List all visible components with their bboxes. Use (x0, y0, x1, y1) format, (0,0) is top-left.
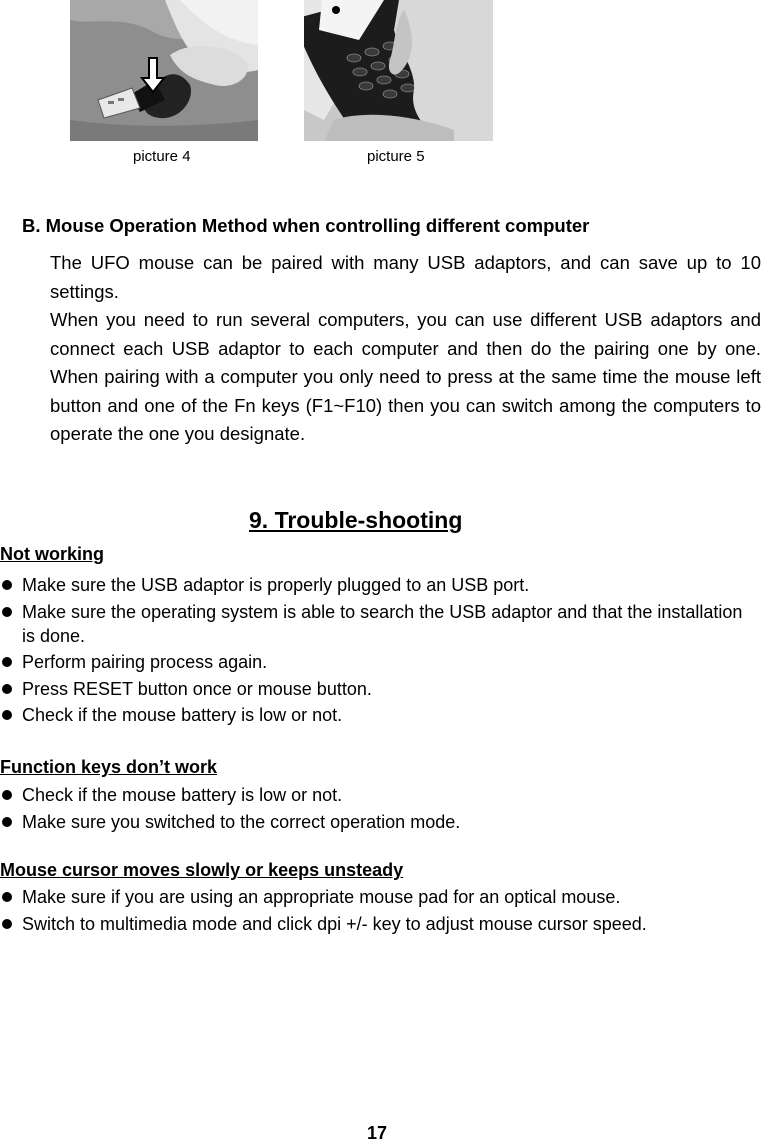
list-item (0, 703, 760, 727)
bullet-icon (2, 892, 12, 902)
section-b-paragraph-1: The UFO mouse can be paired with many USB adaptors, and can save up to 10 settings. (50, 252, 761, 302)
list-item (0, 810, 760, 834)
function-keys-heading: Function keys don’t work (0, 757, 218, 777)
list-item-text: Make sure if you are using an appropriate mouse pad for an optical mouse. (22, 887, 621, 907)
list-item-text: Check if the mouse battery is low or not. (22, 705, 343, 725)
cursor-heading: Mouse cursor moves slowly or keeps unsteady (0, 860, 404, 880)
picture-4-caption: picture 4 (133, 148, 191, 165)
list-item-text: Check if the mouse battery is low or not. (22, 785, 343, 805)
list-item (0, 912, 760, 936)
picture-4-photo (70, 0, 258, 141)
mouse-keypad-in-hand-icon (304, 0, 493, 141)
function-keys-list (0, 783, 760, 836)
bullet-icon (2, 684, 12, 694)
bullet-icon (2, 919, 12, 929)
section-b-paragraph-2: When you need to run several computers, you can use different USB adaptors and connect each USB adaptor to each computer and then do the pairing one by one. When pairing with a computer you only need to press at the same time the mouse left button and one of the Fn keys (F1~F10) then you can switch among the computers to operate the one you designate. (50, 309, 761, 444)
bullet-icon (2, 607, 12, 617)
not-working-heading: Not working (0, 544, 104, 564)
list-item (0, 677, 760, 701)
bullet-icon (2, 790, 12, 800)
list-item-text: Make sure the USB adaptor is properly plugged to an USB port. (22, 575, 530, 595)
list-item (0, 650, 760, 674)
usb-adaptor-in-hand-icon (70, 0, 258, 141)
troubleshooting-title: 9. Trouble-shooting (249, 507, 463, 533)
list-item-text: Switch to multimedia mode and click dpi +/- key to adjust mouse cursor speed. (22, 913, 647, 934)
picture-5-photo (304, 0, 493, 141)
bullet-icon (2, 657, 12, 667)
page-number: 17 (367, 1123, 388, 1143)
list-item-text: Press RESET button once or mouse button. (22, 678, 372, 699)
list-item (0, 783, 760, 807)
list-item (0, 885, 760, 909)
list-item-text: Make sure you switched to the correct operation mode. (22, 811, 461, 832)
list-item-text: Make sure the operating system is able to search the USB adaptor and that the installation is done. (22, 601, 743, 646)
cursor-list (0, 885, 760, 938)
not-working-list (0, 573, 760, 730)
list-item (0, 600, 760, 648)
list-item (0, 573, 760, 597)
bullet-icon (2, 710, 12, 720)
bullet-icon (2, 580, 12, 590)
list-item-text: Perform pairing process again. (22, 652, 268, 672)
bullet-icon (2, 817, 12, 827)
picture-5-caption: picture 5 (367, 148, 425, 165)
section-b-heading: B. Mouse Operation Method when controlling different computer (22, 215, 590, 236)
